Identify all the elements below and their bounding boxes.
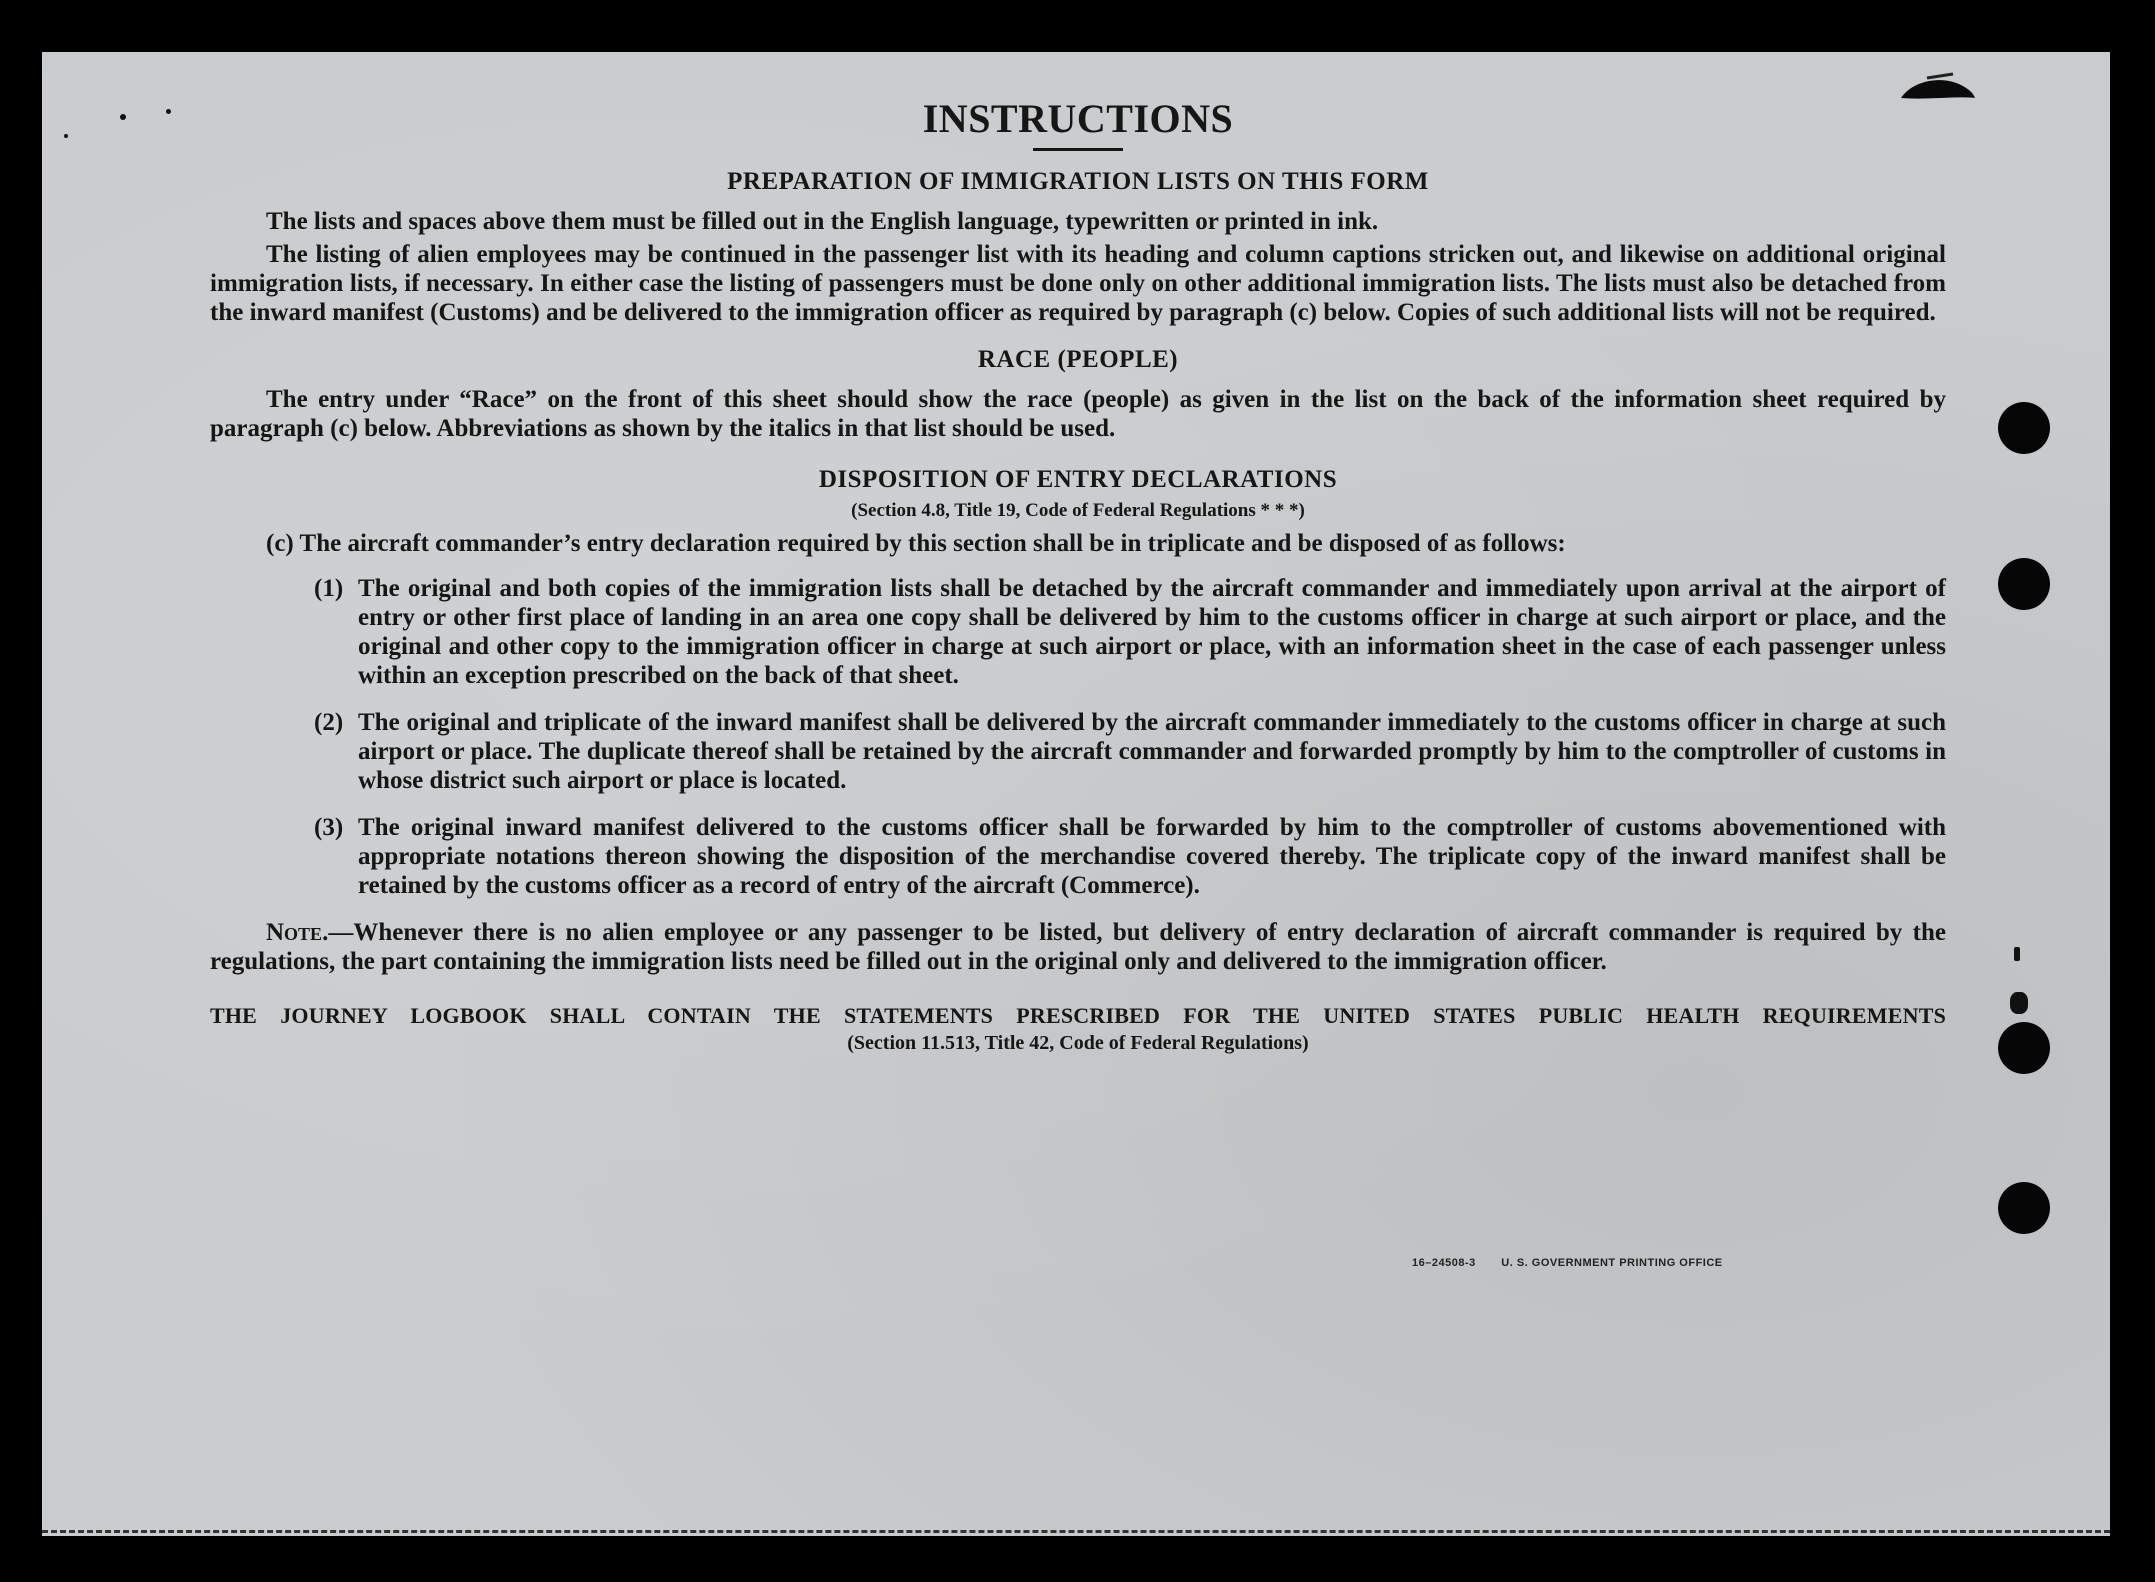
logbook-statement: THE JOURNEY LOGBOOK SHALL CONTAIN THE STATEMENTS PRESCRIBED FOR THE UNITED STATES PUBLIC HEALTH REQUIREMENTS <box>210 1003 1946 1028</box>
form-number: 16–24508-3 <box>1412 1257 1476 1269</box>
paragraph-race: The entry under “Race” on the front of this sheet should show the race (people) as given in the list on the back of the information sheet required by paragraph (c) below. Abbreviations as shown by the italics in that list should be used. <box>210 386 1946 442</box>
ink-speck <box>2014 947 2020 961</box>
item-text: The original inward manifest delivered to the customs officer shall be forwarded by him to the comptroller of customs abovementioned with appropriate notations thereon showing the disposition of the merchandise covered thereby. The triplicate copy of the inward manifest shall be retained by the customs officer as a record of entry of the aircraft (Commerce). <box>358 814 1946 899</box>
ink-speck <box>120 114 126 120</box>
binder-hole <box>1998 1182 2050 1234</box>
section-heading-preparation: PREPARATION OF IMMIGRATION LISTS ON THIS FORM <box>727 168 1429 195</box>
ink-speck <box>2010 992 2028 1014</box>
binder-hole <box>1998 558 2050 610</box>
binder-hole <box>1998 1022 2050 1074</box>
section-heading-race: RACE (PEOPLE) <box>977 346 1179 373</box>
item-text: The original and both copies of the immigration lists shall be detached by the aircraft commander and immediately upon arrival at the airport of entry or other first place of landing in an area one copy shall be delivered by him to the customs officer in charge at such airport or place, and the original and other copy to the immigration officer in charge at such airport or place, with an information sheet in the case of each passenger unless within an exception prescribed on the back of that sheet. <box>358 575 1946 689</box>
note-paragraph <box>210 918 1946 976</box>
item-number: (3) <box>314 814 344 841</box>
document-sheet <box>42 52 2110 1536</box>
perforation-line <box>42 1530 2110 1533</box>
item-text: The original and triplicate of the inward manifest shall be delivered by the aircraft commander immediately to the customs officer in charge at such airport or place. The duplicate thereof shall be retained by the aircraft commander and forwarded promptly by him to the comptroller of customs in whose district such airport or place is located. <box>358 709 1946 794</box>
ink-speck <box>64 134 68 138</box>
item-number: (2) <box>314 709 344 736</box>
binder-hole <box>1998 402 2050 454</box>
note-text: —Whenever there is no alien employee or any passenger to be listed, but delivery of entry declaration of aircraft commander is required by the regulations, the part containing the immigration lists need be filled out in the original only and delivered to the immigration officer. <box>210 919 1946 975</box>
logbook-citation: (Section 11.513, Title 42, Code of Federal Regulations) <box>847 1032 1309 1054</box>
disposition-citation: (Section 4.8, Title 19, Code of Federal Regulations * * *) <box>851 500 1305 521</box>
disposition-item <box>210 813 1946 900</box>
page-title: INSTRUCTIONS <box>922 96 1234 141</box>
note-label: Note. <box>266 919 329 946</box>
section-heading-disposition: DISPOSITION OF ENTRY DECLARATIONS <box>818 466 1338 493</box>
item-number: (1) <box>314 575 344 602</box>
title-underline <box>1033 148 1123 151</box>
paragraph-language: The lists and spaces above them must be filled out in the English language, typewritten or printed in ink. <box>266 208 1379 235</box>
disposition-item <box>210 708 1946 795</box>
disposition-item <box>210 574 1946 690</box>
paragraph-alien-employees: The listing of alien employees may be continued in the passenger list with its heading and column captions stricken out, and likewise on additional original immigration lists, if necessary. In either case the listing of passengers must be done only on other additional immigration lists. The lists must also be detached from the inward manifest (Customs) and be delivered to the immigration officer as required by paragraph (c) below. Copies of such additional lists will not be required. <box>210 241 1946 326</box>
clause-c: (c) The aircraft commander’s entry declaration required by this section shall be in triplicate and be disposed of as follows: <box>266 530 1566 557</box>
ink-speck <box>166 109 171 114</box>
printing-office: U. S. GOVERNMENT PRINTING OFFICE <box>1501 1257 1723 1269</box>
instructions-content <box>210 94 1946 1056</box>
printer-imprint <box>1412 1257 1745 1269</box>
